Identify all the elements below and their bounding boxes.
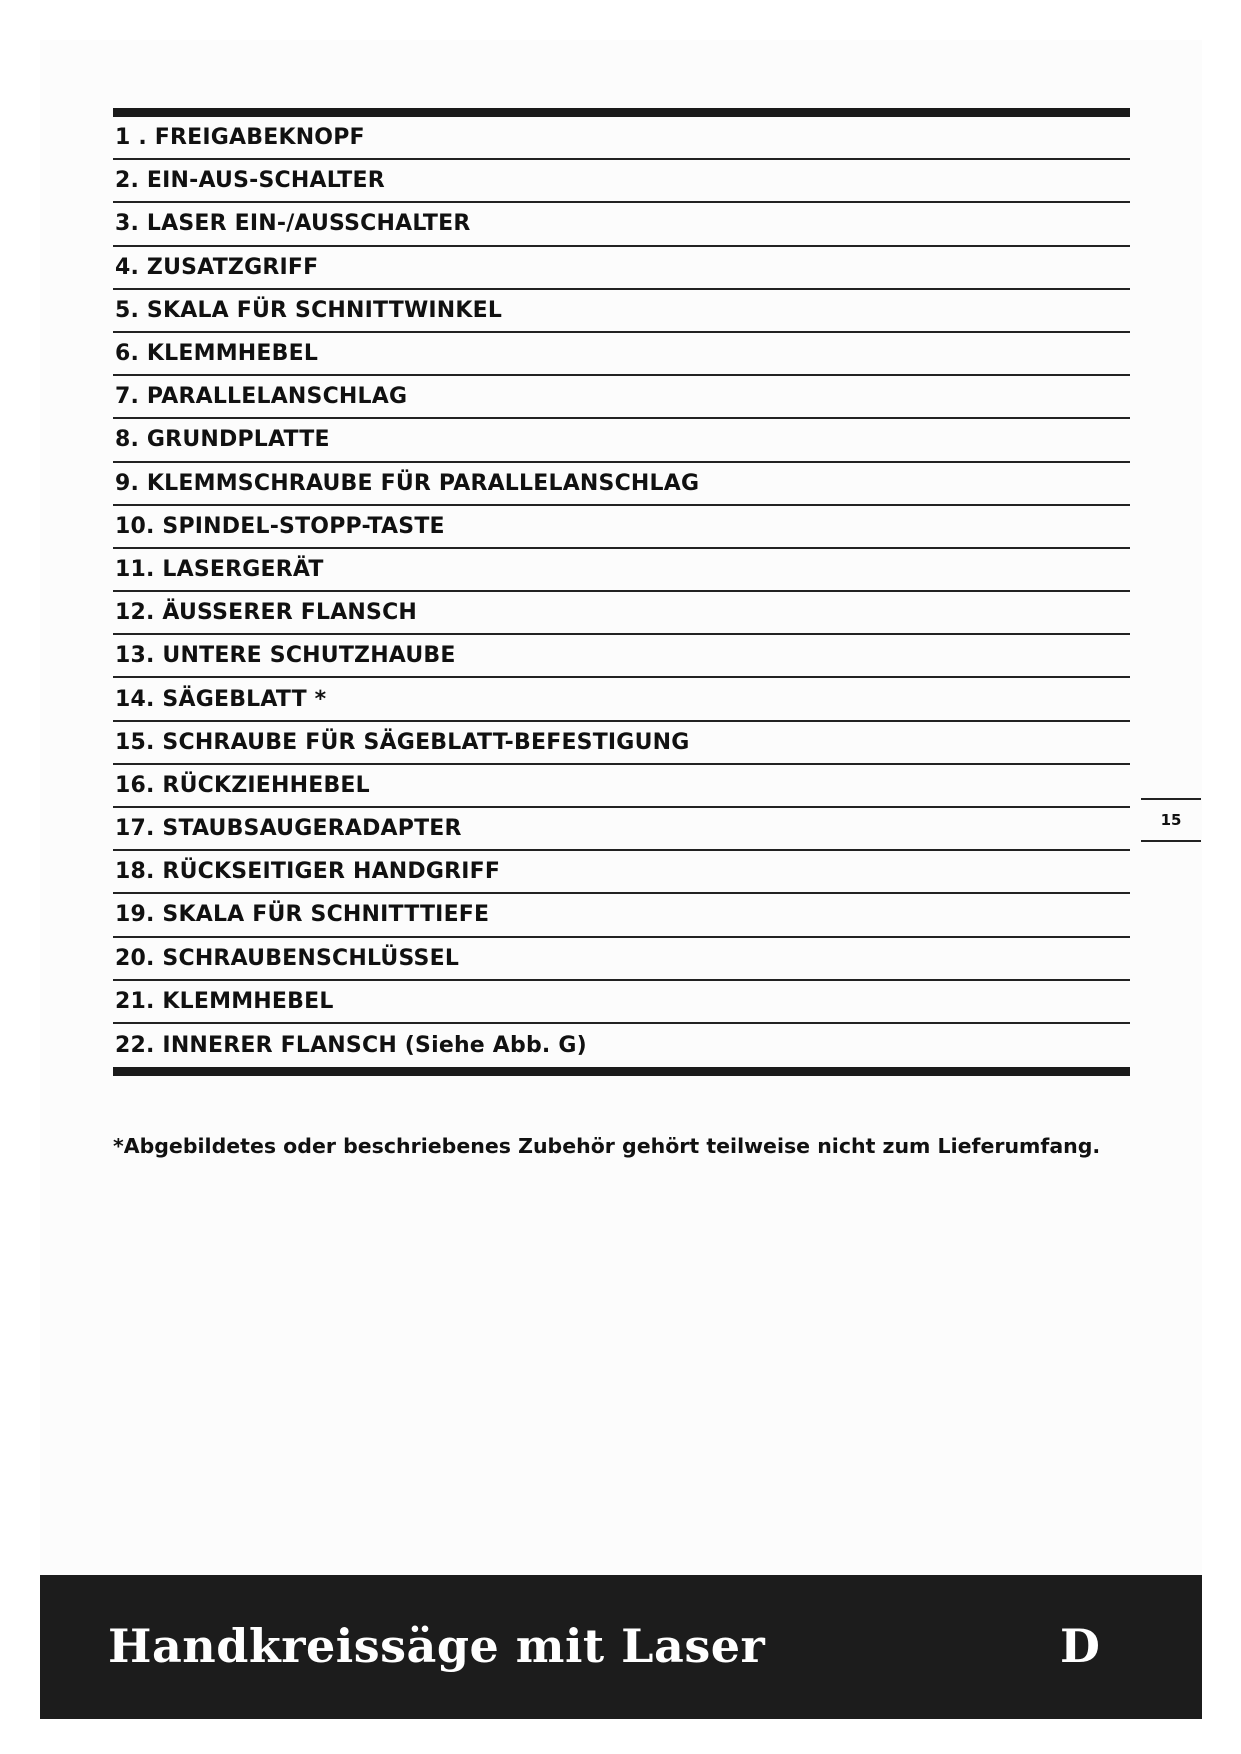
list-item: 3. LASER EIN-/AUSSCHALTER [113,203,1130,246]
list-item: 5. SKALA FÜR SCHNITTWINKEL [113,290,1130,333]
list-item: 11. LASERGERÄT [113,549,1130,592]
list-item: 18. RÜCKSEITIGER HANDGRIFF [113,851,1130,894]
list-item: 12. ÄUSSERER FLANSCH [113,592,1130,635]
footer-bar [40,1575,1202,1719]
list-item: 7. PARALLELANSCHLAG [113,376,1130,419]
footnote: *Abgebildetes oder beschriebenes Zubehör gehört teilweise nicht zum Lieferumfang. [113,1134,1101,1158]
list-item: 20. SCHRAUBENSCHLÜSSEL [113,938,1130,981]
parts-list [113,108,1130,1076]
list-item: 2. EIN-AUS-SCHALTER [113,160,1130,203]
list-item: 4. ZUSATZGRIFF [113,247,1130,290]
list-item: 19. SKALA FÜR SCHNITTTIEFE [113,894,1130,937]
list-item: 9. KLEMMSCHRAUBE FÜR PARALLELANSCHLAG [113,463,1130,506]
list-item: 14. SÄGEBLATT * [113,678,1130,721]
language-code: D [1060,1619,1100,1673]
list-item: 1 . FREIGABEKNOPF [113,117,1130,160]
list-item: 8. GRUNDPLATTE [113,419,1130,462]
list-item: 6. KLEMMHEBEL [113,333,1130,376]
list-item: 21. KLEMMHEBEL [113,981,1130,1024]
page-number: 15 [1141,798,1201,842]
list-item: 13. UNTERE SCHUTZHAUBE [113,635,1130,678]
list-item: 15. SCHRAUBE FÜR SÄGEBLATT-BEFESTIGUNG [113,722,1130,765]
list-item: 16. RÜCKZIEHHEBEL [113,765,1130,808]
footer-title: Handkreissäge mit Laser [108,1619,766,1673]
list-item: 22. INNERER FLANSCH (Siehe Abb. G) [115,1033,587,1059]
list-item: 17. STAUBSAUGERADAPTER [113,808,1130,851]
list-item: 10. SPINDEL-STOPP-TASTE [113,506,1130,549]
